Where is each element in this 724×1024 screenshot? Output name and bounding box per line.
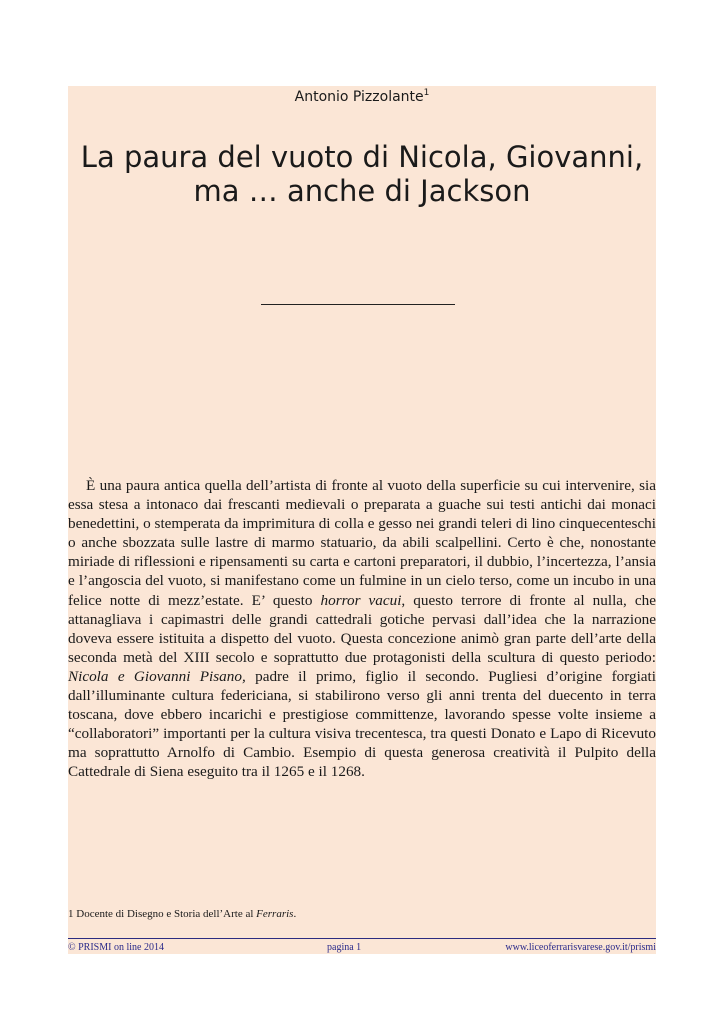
footnote-end: . — [293, 908, 297, 920]
text-run-2: , questo terrore di fronte al nulla, che attanagliava i capimastri delle grandi cattedrali gotiche pervasi dall’idea che la narrazione doveva essere istituita a dispetto del vuoto. Questa concezione animò gran parte dell’arte della seconda metà del XIII secolo e soprattutto due protagonisti della scultura di questo periodo: — [68, 591, 656, 666]
title-divider — [261, 304, 455, 305]
paragraph — [68, 476, 656, 782]
italic-run-2: Nicola e Giovanni Pisano, — [68, 667, 246, 685]
page-sheet — [68, 86, 656, 954]
page-title — [68, 140, 656, 208]
body-paragraph — [68, 476, 656, 782]
title-line-2: ma … anche di Jackson — [193, 174, 531, 208]
footer-page-number: pagina 1 — [327, 942, 362, 953]
text-run-3: padre il primo, figlio il secondo. Pugliesi d’origine forgiati dall’illuminante cultura federiciana, si stabilirono verso gli anni trenta del duecento in terra toscana, dove ebbero incarichi e prestigiose committenze, lavorando spesse volte insieme a “collaboratori” importanti per la cultura visiva trecentesca, tra questi Donato e Lapo di Ricevuto ma soprattutto Arnolfo di Cambio. Esempio di questa generosa creatività il Pulpito della Cattedrale di Siena eseguito tra il 1265 e il 1268. — [68, 667, 656, 781]
author-name — [68, 86, 656, 108]
author-text: Antonio Pizzolante — [294, 89, 424, 105]
text-run-1: È una paura antica quella dell’artista di fronte al vuoto della superficie su cui intervenire, sia essa stesa a intonaco dai frescanti medievali o preparata a guache sui testi antichi dai monaci benedettini, o stemperata da imprimitura di colla e gesso nei grandi teleri di lino cinquecenteschi o anche sbozzata sulle lastre di marmo statuario, da abili scalpellini. Certo è che, nonostante miriade di riflessioni e ripensamenti su carta e cartoni preparatori, il dubbio, l’incertezza, l’ansia e l’angoscia del vuoto, si manifestano come un fulmine in un cielo terso, come un incubo in una felice notte di mezz’estate. E’ questo — [68, 477, 656, 609]
italic-run-1: horror vacui — [320, 591, 402, 609]
footer-divider — [68, 938, 656, 939]
footnote-text: 1 Docente di Disegno e Storia dell’Arte al — [68, 908, 257, 920]
footer-copyright: © PRISMI on line 2014 — [68, 942, 164, 953]
footer-website-link[interactable]: www.liceoferrarisvarese.gov.it/prismi — [505, 942, 656, 953]
footnote-ref: 1 — [423, 88, 430, 98]
footnote — [68, 908, 296, 920]
title-line-1: La paura del vuoto di Nicola, Giovanni, — [80, 140, 644, 174]
footnote-italic: Ferraris — [256, 908, 294, 920]
